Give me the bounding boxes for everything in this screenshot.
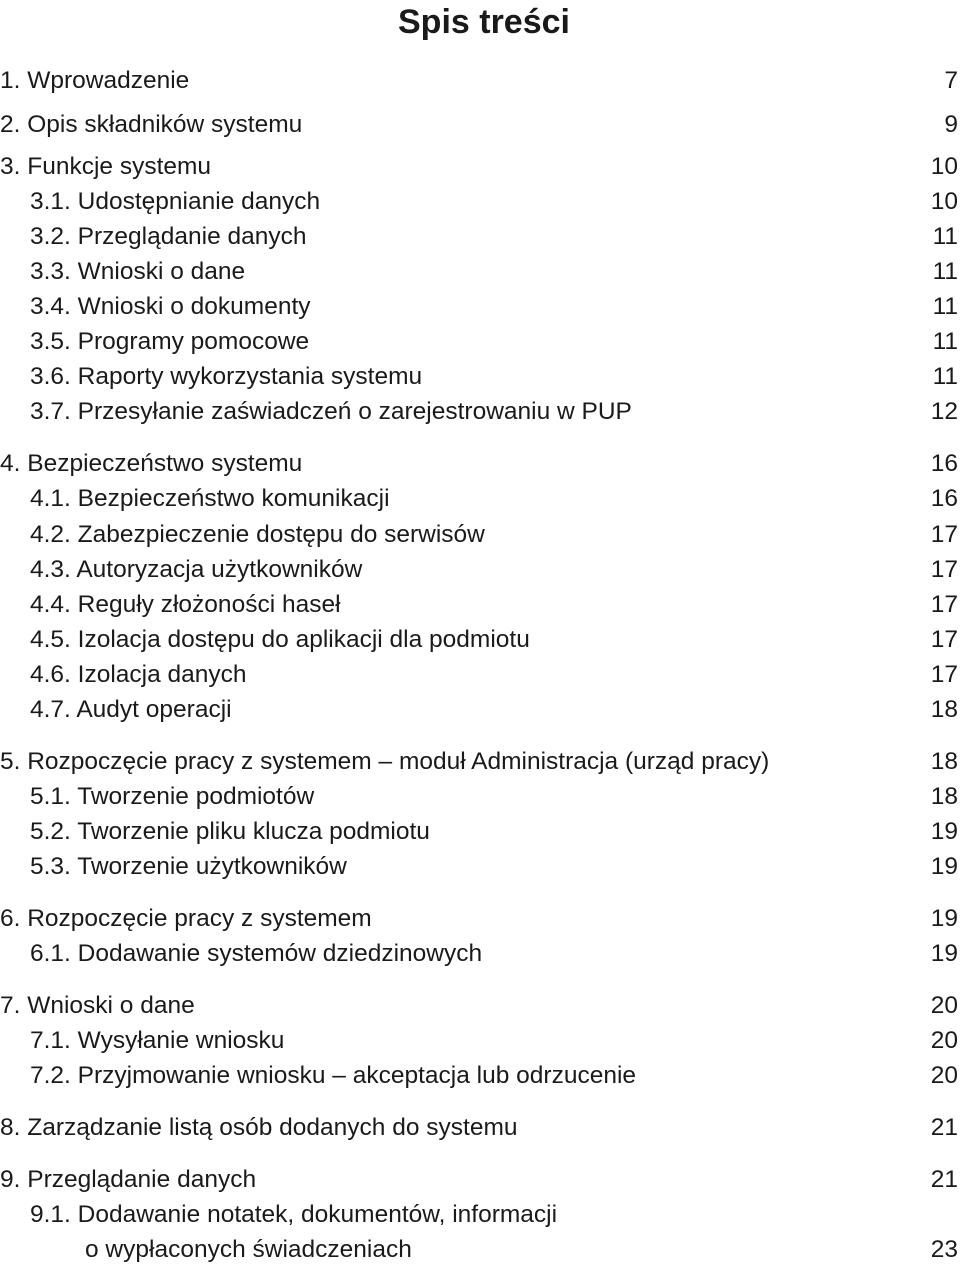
toc-entry[interactable] xyxy=(0,1233,960,1267)
toc-entry-page-number: 20 xyxy=(930,992,958,1019)
toc-entry[interactable] xyxy=(0,745,960,779)
toc-entry-page-number: 19 xyxy=(930,905,958,932)
toc-entry[interactable] xyxy=(0,1024,960,1058)
toc-entry[interactable] xyxy=(0,290,960,324)
toc-entry-label: 5.2. Tworzenie pliku klucza podmiotu xyxy=(30,818,430,845)
toc-entry-label: 3.3. Wnioski o dane xyxy=(30,258,246,285)
toc-entry-label: 9.1. Dodawanie notatek, dokumentów, informacji xyxy=(30,1201,558,1228)
toc-entry[interactable] xyxy=(0,1111,960,1145)
toc-entry-page-number: 20 xyxy=(930,1027,958,1054)
toc-entry-page-number: 21 xyxy=(930,1166,958,1193)
toc-entry-label: 5.3. Tworzenie użytkowników xyxy=(30,853,347,880)
toc-entry-page-number: 23 xyxy=(930,1236,958,1263)
toc-entry-label: 7.1. Wysyłanie wniosku xyxy=(30,1027,285,1054)
toc-entry[interactable] xyxy=(0,780,960,814)
toc-entry-label: 8. Zarządzanie listą osób dodanych do systemu xyxy=(0,1114,518,1141)
toc-entry[interactable] xyxy=(0,360,960,394)
toc-entry-label: o wypłaconych świadczeniach xyxy=(85,1236,412,1263)
toc-entry-label: 4.7. Audyt operacji xyxy=(30,696,232,723)
toc-entry-page-number: 16 xyxy=(930,485,958,512)
toc-entry-page-number: 17 xyxy=(930,556,958,583)
toc-entry-page-number: 17 xyxy=(930,591,958,618)
toc-entry[interactable] xyxy=(0,815,960,849)
toc-entry-label: 6. Rozpoczęcie pracy z systemem xyxy=(0,905,372,932)
toc-entry-page-number: 11 xyxy=(932,363,958,390)
toc-entry[interactable] xyxy=(0,1198,960,1232)
toc-entry-label: 9. Przeglądanie danych xyxy=(0,1166,257,1193)
toc-entry-label: 7.2. Przyjmowanie wniosku – akceptacja lub odrzucenie xyxy=(30,1062,637,1089)
toc-entry[interactable] xyxy=(0,937,960,971)
toc-entry-label: 4.5. Izolacja dostępu do aplikacji dla podmiotu xyxy=(30,626,530,653)
toc-entry[interactable] xyxy=(0,588,960,622)
toc-entry-page-number: 19 xyxy=(930,940,958,967)
toc-entry-label: 3.7. Przesyłanie zaświadczeń o zarejestrowaniu w PUP xyxy=(30,398,632,425)
toc-entry-label: 5. Rozpoczęcie pracy z systemem – moduł Administracja (urząd pracy) xyxy=(0,748,770,775)
toc-entry-page-number: 11 xyxy=(932,328,958,355)
toc-entry-page-number: 10 xyxy=(930,188,958,215)
toc-entry-page-number: 19 xyxy=(930,853,958,880)
toc-entry-label: 3. Funkcje systemu xyxy=(0,153,212,180)
toc-entry[interactable] xyxy=(0,447,960,481)
toc-entry[interactable] xyxy=(0,1163,960,1197)
toc-entry-page-number: 11 xyxy=(932,258,958,285)
toc-entry[interactable] xyxy=(0,902,960,936)
toc-entry-page-number: 11 xyxy=(932,223,958,250)
toc-entry[interactable] xyxy=(0,255,960,289)
toc-entry-label: 4.2. Zabezpieczenie dostępu do serwisów xyxy=(30,521,485,548)
toc-entry[interactable] xyxy=(0,395,960,429)
toc-entry[interactable] xyxy=(0,553,960,587)
toc-entry-page-number: 9 xyxy=(944,111,958,138)
toc-entry[interactable] xyxy=(0,693,960,727)
toc-entry-page-number: 18 xyxy=(930,696,958,723)
toc-entry-label: 4.3. Autoryzacja użytkowników xyxy=(30,556,363,583)
toc-entry-page-number: 7 xyxy=(944,67,958,94)
toc-entry-label: 3.1. Udostępnianie danych xyxy=(30,188,321,215)
toc-entry-page-number: 10 xyxy=(930,153,958,180)
toc-entry[interactable] xyxy=(0,1059,960,1093)
toc-entry-label: 3.5. Programy pomocowe xyxy=(30,328,310,355)
toc-entry[interactable] xyxy=(0,108,960,142)
toc-entry[interactable] xyxy=(0,482,960,516)
toc-entry-label: 3.4. Wnioski o dokumenty xyxy=(30,293,311,320)
toc-entry-label: 2. Opis składników systemu xyxy=(0,111,303,138)
toc-entry-label: 4. Bezpieczeństwo systemu xyxy=(0,450,303,477)
toc-entry-label: 4.1. Bezpieczeństwo komunikacji xyxy=(30,485,390,512)
toc-entry-label: 6.1. Dodawanie systemów dziedzinowych xyxy=(30,940,483,967)
toc-entry[interactable] xyxy=(0,220,960,254)
toc-entry-label: 1. Wprowadzenie xyxy=(0,67,190,94)
toc-entry-label: 3.2. Przeglądanie danych xyxy=(30,223,307,250)
toc-entry-page-number: 18 xyxy=(930,783,958,810)
toc-entry-page-number: 21 xyxy=(930,1114,958,1141)
toc-entry[interactable] xyxy=(0,64,960,98)
toc-entry[interactable] xyxy=(0,185,960,219)
toc-entry-page-number: 17 xyxy=(930,626,958,653)
toc-entry-page-number: 19 xyxy=(930,818,958,845)
toc-entry[interactable] xyxy=(0,518,960,552)
toc-entry-page-number: 17 xyxy=(930,661,958,688)
toc-entry-label: 4.6. Izolacja danych xyxy=(30,661,247,688)
toc-entry-page-number: 11 xyxy=(932,293,958,320)
page-title: Spis treści xyxy=(398,3,570,41)
toc-entry-page-number: 17 xyxy=(930,521,958,548)
toc-entry-label: 5.1. Tworzenie podmiotów xyxy=(30,783,315,810)
toc-entry[interactable] xyxy=(0,850,960,884)
toc-entry-page-number: 20 xyxy=(930,1062,958,1089)
toc-entry-page-number: 16 xyxy=(930,450,958,477)
toc-entry[interactable] xyxy=(0,150,960,184)
toc-entry[interactable] xyxy=(0,989,960,1023)
toc-entry-label: 3.6. Raporty wykorzystania systemu xyxy=(30,363,423,390)
toc-entry[interactable] xyxy=(0,658,960,692)
toc-entry-label: 4.4. Reguły złożoności haseł xyxy=(30,591,341,618)
toc-entry[interactable] xyxy=(0,325,960,359)
toc-entry-page-number: 18 xyxy=(930,748,958,775)
toc-entry-label: 7. Wnioski o dane xyxy=(0,992,195,1019)
toc-entry[interactable] xyxy=(0,623,960,657)
toc-entry-page-number: 12 xyxy=(930,398,958,425)
